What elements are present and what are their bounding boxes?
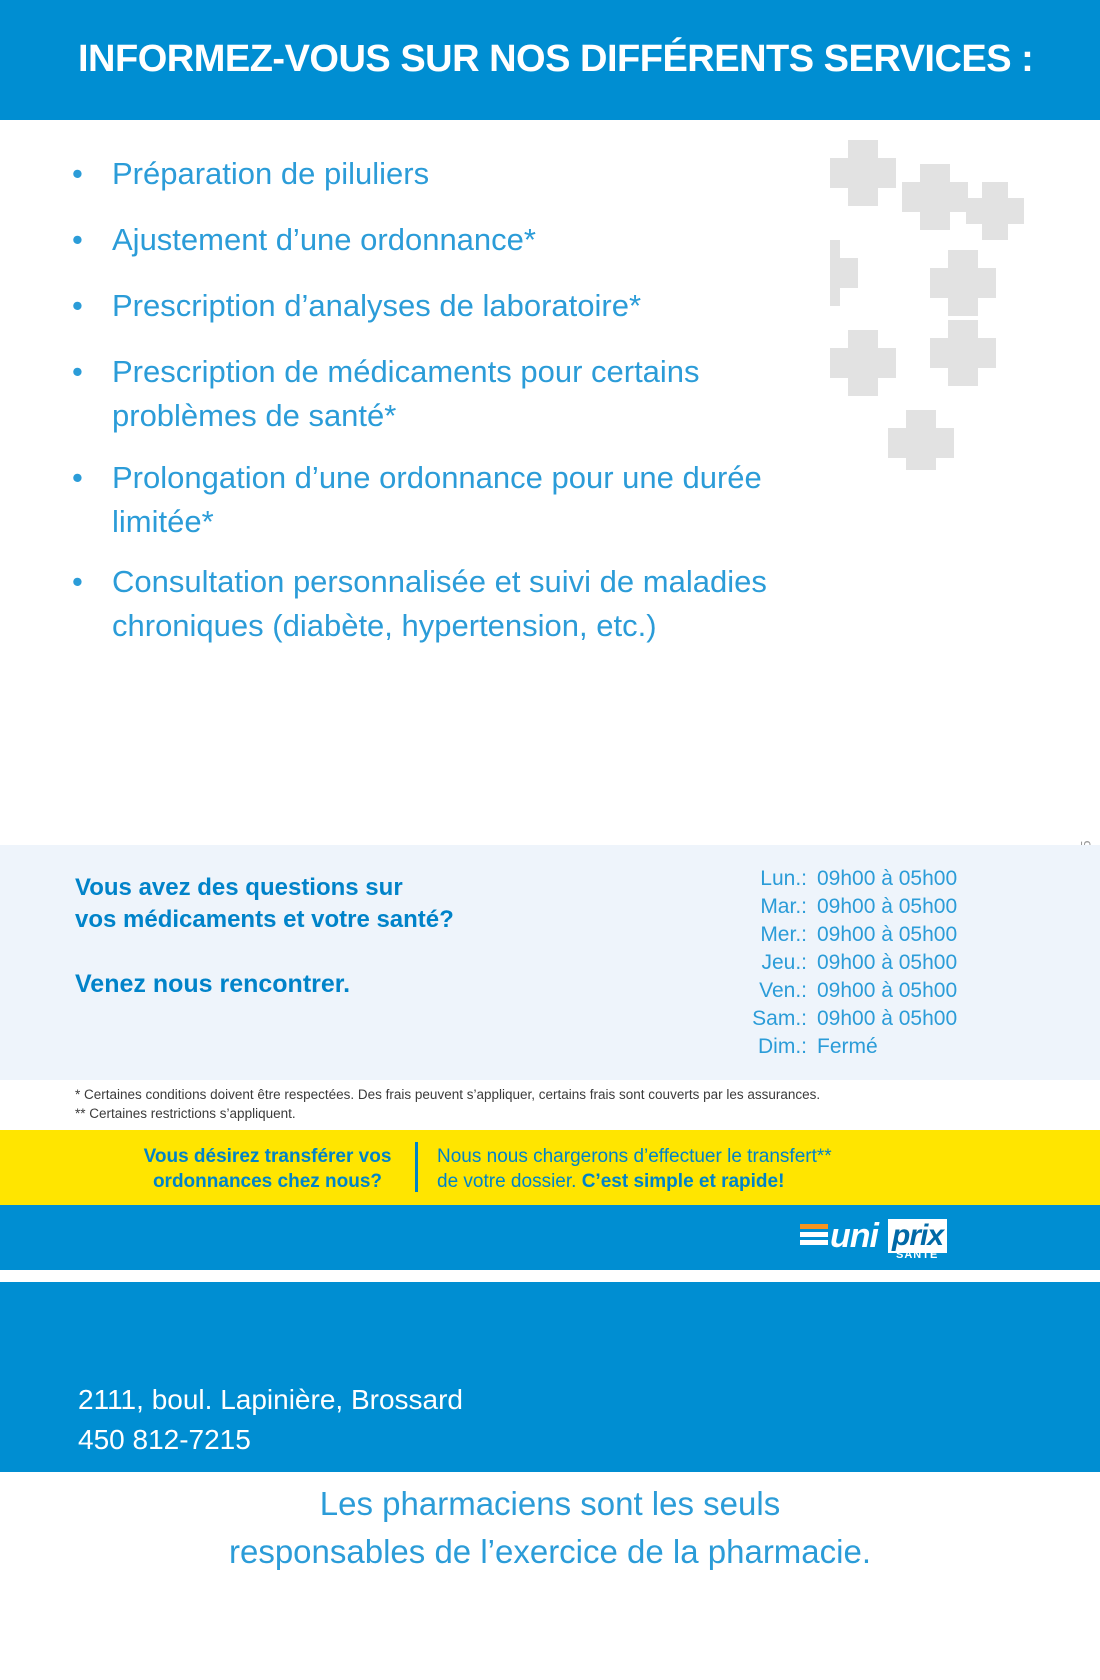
hours-time: 09h00 à 05h00	[817, 1007, 958, 1030]
service-label: Prescription de médicaments pour certains problèmes de santé*	[112, 354, 700, 433]
transfer-answer-emphasis: C’est simple et rapide!	[581, 1171, 785, 1192]
disclaimer-text	[0, 1480, 1100, 1576]
service-label: Consultation personnalisée et suivi de maladies chroniques (diabète, hypertension, etc.)	[112, 564, 767, 643]
service-label: Prescription d’analyses de laboratoire*	[112, 288, 642, 323]
service-item	[72, 560, 772, 648]
hours-time: 09h00 à 05h00	[817, 951, 958, 974]
cross-decoration	[830, 130, 1070, 470]
hours-row	[735, 895, 1055, 923]
questions-hours-band	[0, 845, 1100, 1080]
hours-day: Sam.:	[752, 1007, 807, 1030]
hours-row	[735, 923, 1055, 951]
address-phone[interactable]: 450 812-7215	[78, 1424, 251, 1455]
service-item	[72, 284, 772, 328]
hours-time: 09h00 à 05h00	[817, 895, 958, 918]
questions-line-2: vos médicaments et votre santé?	[75, 906, 454, 933]
transfer-answer	[437, 1144, 997, 1194]
logo-dashes-icon	[800, 1224, 828, 1246]
hours-day: Ven.:	[759, 979, 807, 1002]
band-separator	[0, 1270, 1100, 1282]
service-label: Préparation de piluliers	[112, 156, 430, 191]
questions-line-1: Vous avez des questions sur	[75, 874, 403, 901]
questions-block	[75, 872, 454, 1000]
page-title: INFORMEZ-VOUS SUR NOS DIFFÉRENTS SERVICES :	[78, 38, 1034, 80]
logo-uni-text: uni	[830, 1217, 878, 1255]
transfer-answer-line-2: de votre dossier.	[437, 1171, 582, 1192]
hours-day: Mar.:	[760, 895, 807, 918]
hours-day: Dim.:	[758, 1035, 807, 1058]
footnote-double-star: ** Certaines restrictions s’appliquent.	[75, 1106, 296, 1121]
disclaimer-line-1: Les pharmaciens sont les seuls	[319, 1485, 781, 1522]
bullet-icon: •	[72, 156, 83, 191]
service-item	[72, 350, 772, 438]
service-label: Ajustement d’une ordonnance*	[112, 222, 536, 257]
hours-day: Lun.:	[760, 867, 807, 890]
transfer-question	[130, 1144, 405, 1194]
hours-day: Mer.:	[760, 923, 807, 946]
opening-hours-table	[735, 867, 1055, 1063]
service-label: Prolongation d’une ordonnance pour une durée limitée*	[112, 460, 762, 539]
bullet-icon: •	[72, 222, 83, 257]
bullet-icon: •	[72, 460, 83, 495]
footnotes	[75, 1085, 975, 1123]
uniprix-logo	[800, 1215, 970, 1259]
service-item	[72, 456, 772, 544]
logo-sante-text: SANTÉ	[896, 1249, 939, 1261]
service-item	[72, 218, 772, 262]
header-banner	[0, 0, 1100, 120]
hours-row	[735, 1007, 1055, 1035]
address-band	[0, 1282, 1100, 1472]
transfer-answer-line-1: Nous nous chargerons d’effectuer le transfert**	[437, 1146, 832, 1167]
questions-line-3: Venez nous rencontrer.	[75, 970, 351, 998]
services-section	[0, 120, 1100, 845]
transfer-question-line-2: ordonnances chez nous?	[152, 1171, 383, 1192]
plus-icons-group	[830, 130, 1070, 470]
hours-time: 09h00 à 05h00	[817, 979, 958, 1002]
disclaimer-line-2: responsables de l’exercice de la pharmacie.	[228, 1533, 872, 1570]
hours-row	[735, 951, 1055, 979]
footnote-single-star: * Certaines conditions doivent être respectées. Des frais peuvent s’appliquer, certains frais sont couverts par les assurances.	[75, 1087, 821, 1102]
hours-row	[735, 867, 1055, 895]
hours-row	[735, 1035, 1055, 1063]
hours-day: Jeu.:	[761, 951, 807, 974]
address-street: 2111, boul. Lapinière, Brossard	[78, 1384, 463, 1415]
logo-prix-text: prix	[888, 1219, 947, 1253]
bullet-icon: •	[72, 288, 83, 323]
bullet-icon: •	[72, 564, 83, 599]
bullet-icon: •	[72, 354, 83, 389]
logo-band	[0, 1205, 1100, 1270]
service-item	[72, 152, 772, 196]
transfer-question-line-1: Vous désirez transférer vos	[143, 1146, 392, 1167]
hours-time: 09h00 à 05h00	[817, 923, 958, 946]
vertical-divider	[415, 1142, 418, 1192]
transfer-band	[0, 1130, 1100, 1205]
address-block	[78, 1380, 463, 1460]
hours-time: Fermé	[817, 1035, 878, 1058]
hours-row	[735, 979, 1055, 1007]
hours-time: 09h00 à 05h00	[817, 867, 958, 890]
